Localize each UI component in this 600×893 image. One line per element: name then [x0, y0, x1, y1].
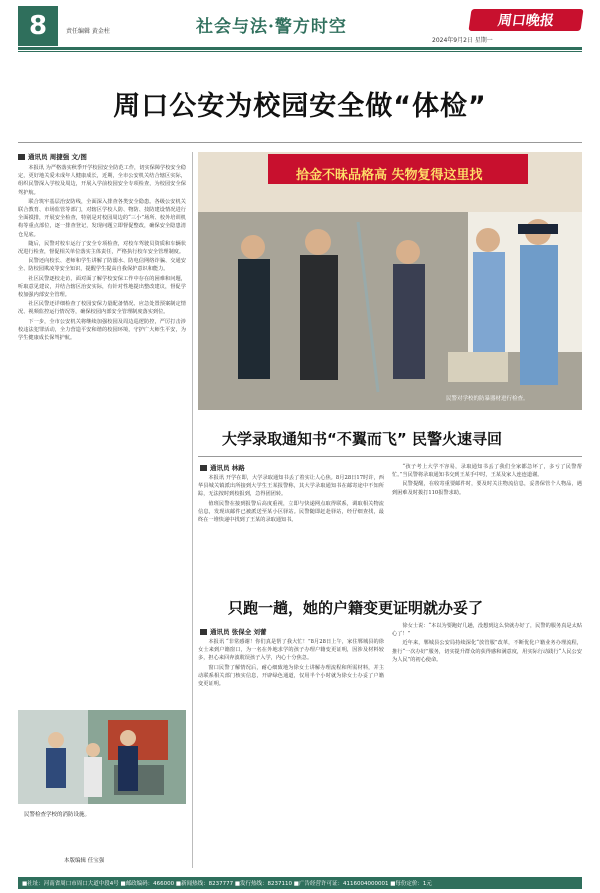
article2-divider — [198, 456, 582, 457]
photo-banner-text: 拾金不昧品格高 失物复得这里找 — [296, 168, 483, 183]
lead-paragraph: 社区民警还详细检查了校园安保力量配备情况、应急处置预案制定情况、视频监控运行情况等，确保校园内部安全管理制度落实到位。 — [18, 301, 186, 316]
main-photo-illustration — [198, 152, 582, 410]
article3-headline: 只跑一趟，她的户籍变更证明就办妥了 — [228, 599, 484, 617]
article2-body-col2 — [392, 463, 582, 573]
lead-paragraph: 本报讯 为严格落实秋季开学校园安全防范工作，切实保障学校安全稳定，更好地关爱未成年人健康成长，近期，全市公安机关结合辖区实际，组织民警深入学校及周边，开展入学前校园安全专项检查，为校园安全保驾护航。 — [18, 165, 186, 196]
column-divider — [192, 152, 193, 868]
lead-paragraph: 随后，民警对校车运行了安全专项检查，对校车驾驶员资质和车辆状况进行检查，督促相关单位落实主体责任，严格执行校车安全管理制度。 — [18, 240, 186, 256]
lead-paragraph: 社区民警逐校走访，面对面了解学校安保工作中存在的困难和问题，听取意见建议，并结合辖区治安实际，有针对性地提出整改建议，督促学校加强内部安全管理。 — [18, 275, 186, 299]
article3-paragraph: 窗口民警了解情况后，耐心细致地为徐女士讲解办理流程和所需材料，并主动联系相关部门核实信息，开辟绿色通道，仅用半个小时就为徐女士办妥了户籍变更证明。 — [198, 664, 384, 688]
lead-byline: 通讯员 周捷强 文/图 — [18, 152, 87, 161]
side-photo-illustration — [18, 710, 186, 804]
page-editor-footer: 本版编辑 任宝强 — [64, 858, 105, 864]
article2-headline: 大学录取通知书“不翼而飞” 民警火速寻回 — [222, 430, 502, 448]
article2-body-col1 — [198, 474, 384, 558]
side-photo-caption: 民警检查学校的消防设施。 — [24, 812, 91, 818]
article3-body-col1 — [198, 638, 384, 870]
article2-paragraph: “孩子考上大学不容易，录取通知书丢了我们全家都急坏了，多亏了民警帮忙。”当民警将录取通知书交到王某手中时，王某及家人连连道谢。 — [392, 464, 582, 479]
side-photo — [18, 710, 186, 804]
main-photo-caption: 民警对学校的防暴器材进行检查。 — [446, 396, 529, 402]
masthead-logo: 周口晚报 — [468, 9, 583, 31]
main-photo — [198, 152, 582, 410]
lead-paragraph: 下一步，全市公安机关将继续加强校园及周边巡逻防控，严厉打击涉校违法犯罪活动，全力营造平安和谐的校园环境，守护广大师生平安，为学生健康成长保驾护航。 — [18, 318, 186, 342]
headline-divider — [18, 142, 582, 143]
lead-article-body — [18, 164, 186, 708]
header-rule-thin — [18, 51, 582, 52]
page-number: 8 — [18, 6, 58, 46]
editor-credit: 责任编辑 黄金柱 — [66, 28, 110, 35]
article3-body-col2 — [392, 622, 582, 870]
article2-byline: 通讯员 林路 — [200, 463, 245, 472]
article3-paragraph: 本报讯 “非常感谢！你们真是帮了我大忙！”8月28日上午，家住郸城县的徐女士来到户籍窗口，为一名在外地求学的孩子办理户籍变更证明，因涉及材料较多，担心来回奔波耽误孩子入学，内心十分焦急。 — [198, 639, 384, 662]
issue-date: 2024年9月2日 星期一 — [432, 37, 493, 44]
article3-byline: 通讯员 张保全 刘蕾 — [200, 627, 267, 636]
article2-paragraph: 值班民警在接到报警后高度重视，立即与快递网点取得联系，调取相关物流信息，发现该邮件已被派送至某小区驿站。民警随即赶赴驿站，经仔细查找，最终在一堆快递中找到了王某的录取通知书。 — [198, 500, 384, 524]
article2-paragraph: 民警提醒，在收寄重要邮件时，要及时关注物流信息，妥善保管个人物品，遇到困难及时拨打110报警求助。 — [392, 481, 582, 496]
page-footer: ■社址：河南省周口市周口大道中段4号 ■邮政编码：466000 ■新闻热线：8237777 ■发行热线：8237110 ■广告经营许可证：4116004000001 ■每份定价：1元 — [18, 877, 582, 889]
lead-headline: 周口公安为校园安全做“体检” — [113, 91, 487, 122]
lead-paragraph: 联合筑牢基层治安防线，全面深入排查各类安全隐患。各级公安机关联合教育、市场监管等部门，对辖区学校人防、物防、技防建设情况进行全面摸排，开展安全检查，特别是对校园周边的“三小”场所、校外培训机构等重点部位，逐一排查登记，发现问题立即督促整改，确保安全隐患清仓见底。 — [18, 198, 186, 238]
lead-paragraph: 民警还向校长、老师和学生讲解了防溺水、防电信网络诈骗、交通安全、防校园欺凌等安全知识，提醒学生提高自我保护意识和能力。 — [18, 258, 186, 273]
header-rule — [18, 47, 582, 50]
article3-paragraph: 近年来，郸城县公安局持续深化“放管服”改革，不断优化户籍业务办理流程，推行“一次办好”服务，切实提升群众的获得感和满意度，用实际行动践行“人民公安为人民”的初心使命。 — [392, 640, 582, 663]
section-title: 社会与法·警方时空 — [196, 17, 347, 37]
article2-paragraph: 本报讯 开学在即，大学录取通知书丢了着实让人心焦。8月28日17时许，西华县城关镇派出所接到大学生王某报警称，其大学录取通知书在邮寄途中不知所踪，无法按时到校报到，急得团团转。 — [198, 475, 384, 498]
article3-paragraph: 徐女士说：“本以为要跑好几趟，没想到这么快就办好了，民警的服务真是太贴心了！” — [392, 623, 582, 638]
